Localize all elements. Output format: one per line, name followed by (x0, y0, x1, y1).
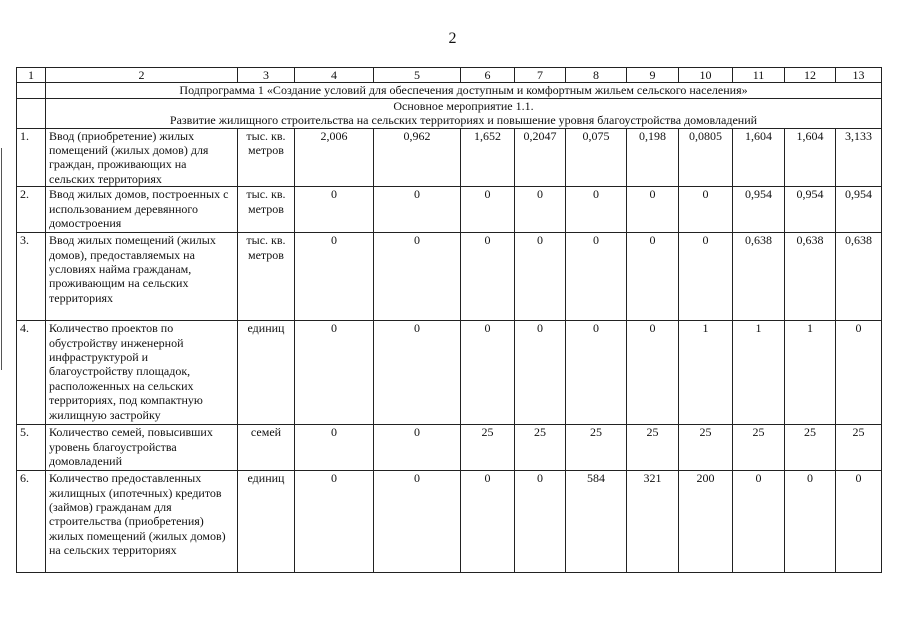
value-cell: 0 (374, 425, 461, 471)
value-cell: 0 (627, 187, 679, 233)
row-number: 4. (17, 321, 46, 425)
row-number: 5. (17, 425, 46, 471)
unit-of-measure: тыс. кв. метров (238, 128, 295, 187)
value-cell: 25 (627, 425, 679, 471)
value-cell: 0 (627, 233, 679, 321)
value-cell: 25 (733, 425, 785, 471)
subprogram-row (17, 83, 882, 98)
value-cell: 0 (515, 471, 566, 573)
column-header: 5 (374, 68, 461, 83)
column-header: 9 (627, 68, 679, 83)
main-event-subtitle: Развитие жилищного строительства на сельских территориях и повышение уровня благоустройства домовладений (169, 113, 758, 128)
value-cell: 25 (679, 425, 733, 471)
value-cell: 1 (733, 321, 785, 425)
value-cell: 0,954 (836, 187, 882, 233)
value-cell: 3,133 (836, 128, 882, 187)
column-header: 2 (46, 68, 238, 83)
value-cell: 25 (566, 425, 627, 471)
value-cell: 1,652 (461, 128, 515, 187)
value-cell: 0,638 (785, 233, 836, 321)
value-cell: 0,2047 (515, 128, 566, 187)
empty-cell (17, 98, 46, 128)
value-cell: 0,198 (627, 128, 679, 187)
column-header: 13 (836, 68, 882, 83)
value-cell: 0 (515, 233, 566, 321)
unit-of-measure: единиц (238, 471, 295, 573)
indicator-name: Ввод жилых домов, построенных с использованием деревянного домостроения (46, 187, 238, 233)
table-row (17, 321, 882, 425)
value-cell: 0 (295, 233, 374, 321)
unit-of-measure: семей (238, 425, 295, 471)
column-header: 8 (566, 68, 627, 83)
value-cell: 0,954 (785, 187, 836, 233)
main-event-title: Основное мероприятие 1.1. (393, 98, 534, 113)
unit-of-measure: тыс. кв. метров (238, 233, 295, 321)
value-cell: 25 (515, 425, 566, 471)
value-cell: 0 (374, 187, 461, 233)
value-cell: 0 (295, 187, 374, 233)
table-row (17, 233, 882, 321)
table-row (17, 471, 882, 573)
margin-rule (1, 148, 2, 370)
table-row (17, 128, 882, 187)
value-cell: 0,954 (733, 187, 785, 233)
value-cell: 0 (461, 187, 515, 233)
table-row (17, 187, 882, 233)
value-cell: 0 (295, 471, 374, 573)
indicator-name: Ввод (приобретение) жилых помещений (жилых домов) для граждан, проживающих на сельских территориях (46, 128, 238, 187)
value-cell: 0,075 (566, 128, 627, 187)
row-number: 1. (17, 128, 46, 187)
value-cell: 0 (461, 471, 515, 573)
value-cell: 0,638 (733, 233, 785, 321)
value-cell: 0 (515, 321, 566, 425)
column-header: 7 (515, 68, 566, 83)
main-event-row (17, 98, 882, 128)
value-cell: 2,006 (295, 128, 374, 187)
value-cell: 25 (836, 425, 882, 471)
value-cell: 0 (515, 187, 566, 233)
value-cell: 0 (566, 187, 627, 233)
main-event-cell (46, 98, 882, 128)
column-numbers-row (17, 68, 882, 83)
value-cell: 0 (785, 471, 836, 573)
value-cell: 0 (461, 233, 515, 321)
empty-cell (17, 83, 46, 98)
subprogram-title: Подпрограмма 1 «Создание условий для обеспечения доступным и комфортным жильем сельского населения» (46, 83, 882, 98)
indicator-name: Количество семей, повысивших уровень благоустройства домовладений (46, 425, 238, 471)
value-cell: 1,604 (785, 128, 836, 187)
value-cell: 1 (679, 321, 733, 425)
page-number: 2 (448, 30, 457, 47)
indicator-name: Количество предоставленных жилищных (ипотечных) кредитов (займов) гражданам для строительства (приобретения) жилых помещений (жилых домов) на сельских территориях (46, 471, 238, 573)
value-cell: 0 (836, 471, 882, 573)
column-header: 11 (733, 68, 785, 83)
value-cell: 0,962 (374, 128, 461, 187)
table-row (17, 425, 882, 471)
row-number: 6. (17, 471, 46, 573)
value-cell: 0 (679, 187, 733, 233)
row-number: 2. (17, 187, 46, 233)
value-cell: 584 (566, 471, 627, 573)
value-cell: 0 (374, 471, 461, 573)
row-number: 3. (17, 233, 46, 321)
value-cell: 0,638 (836, 233, 882, 321)
value-cell: 0 (295, 321, 374, 425)
value-cell: 200 (679, 471, 733, 573)
indicator-name: Ввод жилых помещений (жилых домов), предоставляемых на условиях найма гражданам, проживающим на сельских территориях (46, 233, 238, 321)
value-cell: 321 (627, 471, 679, 573)
value-cell: 0 (295, 425, 374, 471)
value-cell: 0 (461, 321, 515, 425)
indicator-name: Количество проектов по обустройству инженерной инфраструктурой и благоустройству площадок, расположенных на сельских территориях, под компактную жилищную застройку (46, 321, 238, 425)
value-cell: 0 (374, 233, 461, 321)
column-header: 12 (785, 68, 836, 83)
column-header: 6 (461, 68, 515, 83)
column-header: 1 (17, 68, 46, 83)
column-header: 10 (679, 68, 733, 83)
value-cell: 0 (374, 321, 461, 425)
value-cell: 0 (836, 321, 882, 425)
value-cell: 0 (566, 321, 627, 425)
column-header: 3 (238, 68, 295, 83)
value-cell: 25 (461, 425, 515, 471)
unit-of-measure: единиц (238, 321, 295, 425)
unit-of-measure: тыс. кв. метров (238, 187, 295, 233)
value-cell: 0 (566, 233, 627, 321)
value-cell: 1 (785, 321, 836, 425)
indicators-table (16, 67, 882, 573)
column-header: 4 (295, 68, 374, 83)
value-cell: 0 (733, 471, 785, 573)
value-cell: 1,604 (733, 128, 785, 187)
value-cell: 0 (627, 321, 679, 425)
value-cell: 25 (785, 425, 836, 471)
value-cell: 0,0805 (679, 128, 733, 187)
value-cell: 0 (679, 233, 733, 321)
